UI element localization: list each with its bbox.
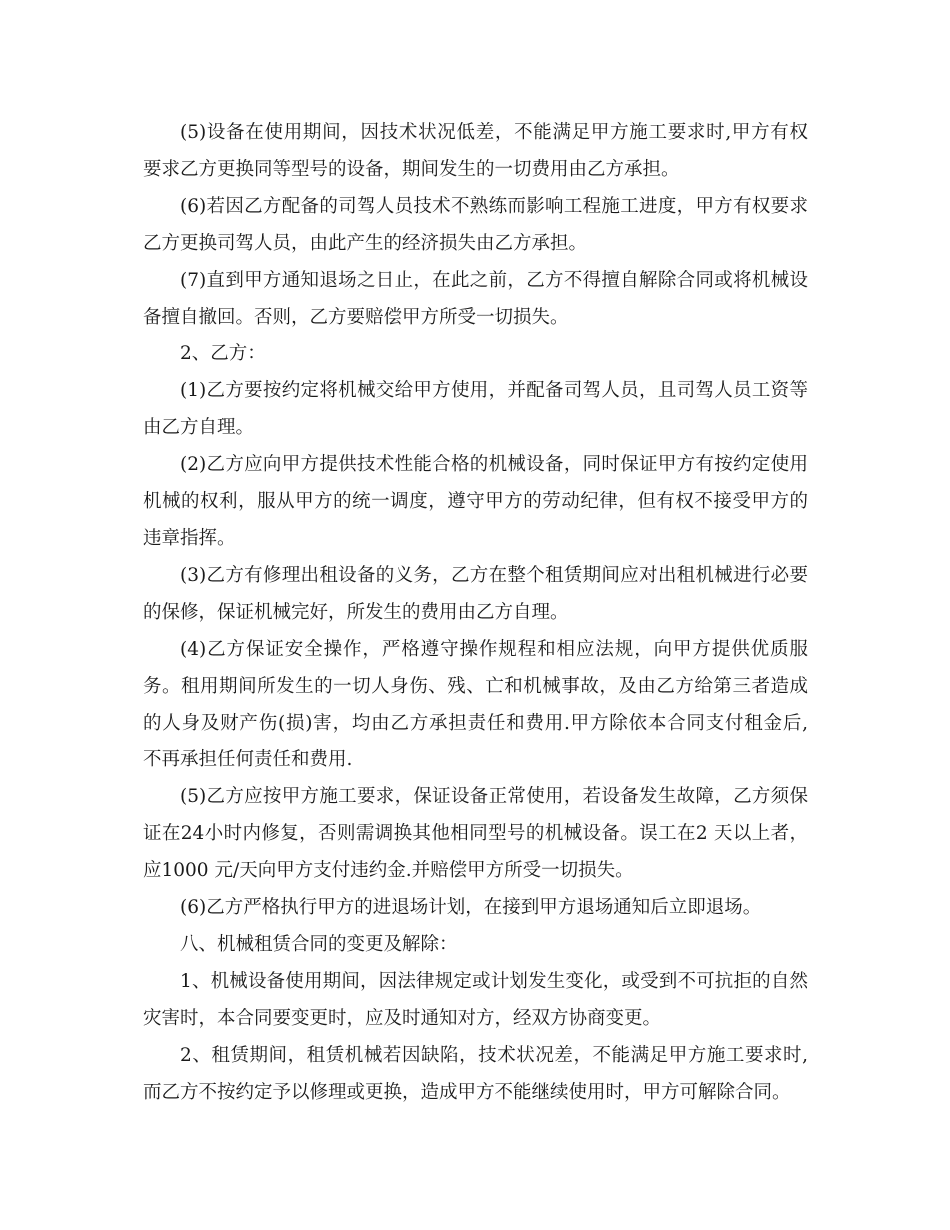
- text-line: (6)若因乙方配备的司驾人员技术不熟练而影响工程施工进度，甲方有权要求: [180, 195, 808, 217]
- text-line: 灾害时，本合同要变更时，应及时通知对方，经双方协商变更。: [143, 1007, 662, 1029]
- paragraph-p4: [143, 336, 808, 373]
- text-line: 备擅自撤回。否则，乙方要赔偿甲方所受一切损失。: [143, 306, 569, 328]
- paragraph-p6: [143, 447, 808, 558]
- paragraph-p1: [143, 115, 808, 189]
- document-body: [143, 115, 808, 1111]
- text-line: 证在24小时内修复，否则需调换其他相同型号的机械设备。误工在2 天以上者，: [143, 823, 808, 845]
- text-line: 不再承担任何责任和费用.: [143, 749, 353, 771]
- paragraph-p3: [143, 263, 808, 337]
- text-line: (5)设备在使用期间，因技术状况低差，不能满足甲方施工要求时,甲方有权: [180, 122, 808, 143]
- paragraph-p5: [143, 373, 808, 447]
- text-line: (1)乙方要按约定将机械交给甲方使用，并配备司驾人员，且司驾人员工资等: [180, 380, 808, 402]
- text-line: (2)乙方应向甲方提供技术性能合格的机械设备，同时保证甲方有按约定使用: [180, 454, 808, 476]
- text-line: 要求乙方更换同等型号的设备，期间发生的一切费用由乙方承担。: [143, 158, 680, 180]
- paragraph-p13: [143, 1038, 808, 1112]
- text-line: (6)乙方严格执行甲方的进退场计划，在接到甲方退场通知后立即退场。: [180, 897, 762, 919]
- text-line: 由乙方自理。: [143, 417, 255, 439]
- paragraph-p12: [143, 964, 808, 1038]
- text-line: 违章指挥。: [143, 527, 236, 549]
- paragraph-p9: [143, 779, 808, 890]
- text-line: 2、乙方：: [180, 343, 266, 365]
- text-line: (3)乙方有修理出租设备的义务，乙方在整个租赁期间应对出租机械进行必要: [180, 564, 808, 586]
- text-line: 1、机械设备使用期间，因法律规定或计划发生变化，或受到不可抗拒的自然: [180, 970, 808, 992]
- text-line: 八、机械租赁合同的变更及解除：: [180, 933, 458, 955]
- text-line: 的人身及财产伤(损)害，均由乙方承担责任和费用.甲方除依本合同支付租金后,: [143, 712, 808, 734]
- text-line: (7)直到甲方通知退场之日止，在此之前，乙方不得擅自解除合同或将机械设: [180, 269, 808, 291]
- paragraph-p11: [143, 927, 808, 964]
- text-line: 乙方更换司驾人员，由此产生的经济损失由乙方承担。: [143, 232, 588, 254]
- text-line: 务。租用期间所发生的一切人身伤、残、亡和机械事故，及由乙方给第三者造成: [143, 675, 808, 697]
- text-line: 而乙方不按约定予以修理或更换，造成甲方不能继续使用时，甲方可解除合同。: [143, 1081, 791, 1103]
- paragraph-p8: [143, 632, 808, 780]
- text-line: 机械的权利，服从甲方的统一调度，遵守甲方的劳动纪律，但有权不接受甲方的: [143, 491, 808, 513]
- paragraph-p10: [143, 890, 808, 927]
- text-line: 2、租赁期间，租赁机械若因缺陷，技术状况差，不能满足甲方施工要求时,: [180, 1044, 808, 1066]
- text-line: 应1000 元/天向甲方支付违约金.并赔偿甲方所受一切损失。: [143, 860, 634, 882]
- text-line: 的保修，保证机械完好，所发生的费用由乙方自理。: [143, 601, 569, 623]
- paragraph-p7: [143, 558, 808, 632]
- text-line: (4)乙方保证安全操作，严格遵守操作规程和相应法规，向甲方提供优质服: [180, 638, 808, 660]
- text-line: (5)乙方应按甲方施工要求，保证设备正常使用，若设备发生故障，乙方须保: [180, 786, 808, 808]
- paragraph-p2: [143, 189, 808, 263]
